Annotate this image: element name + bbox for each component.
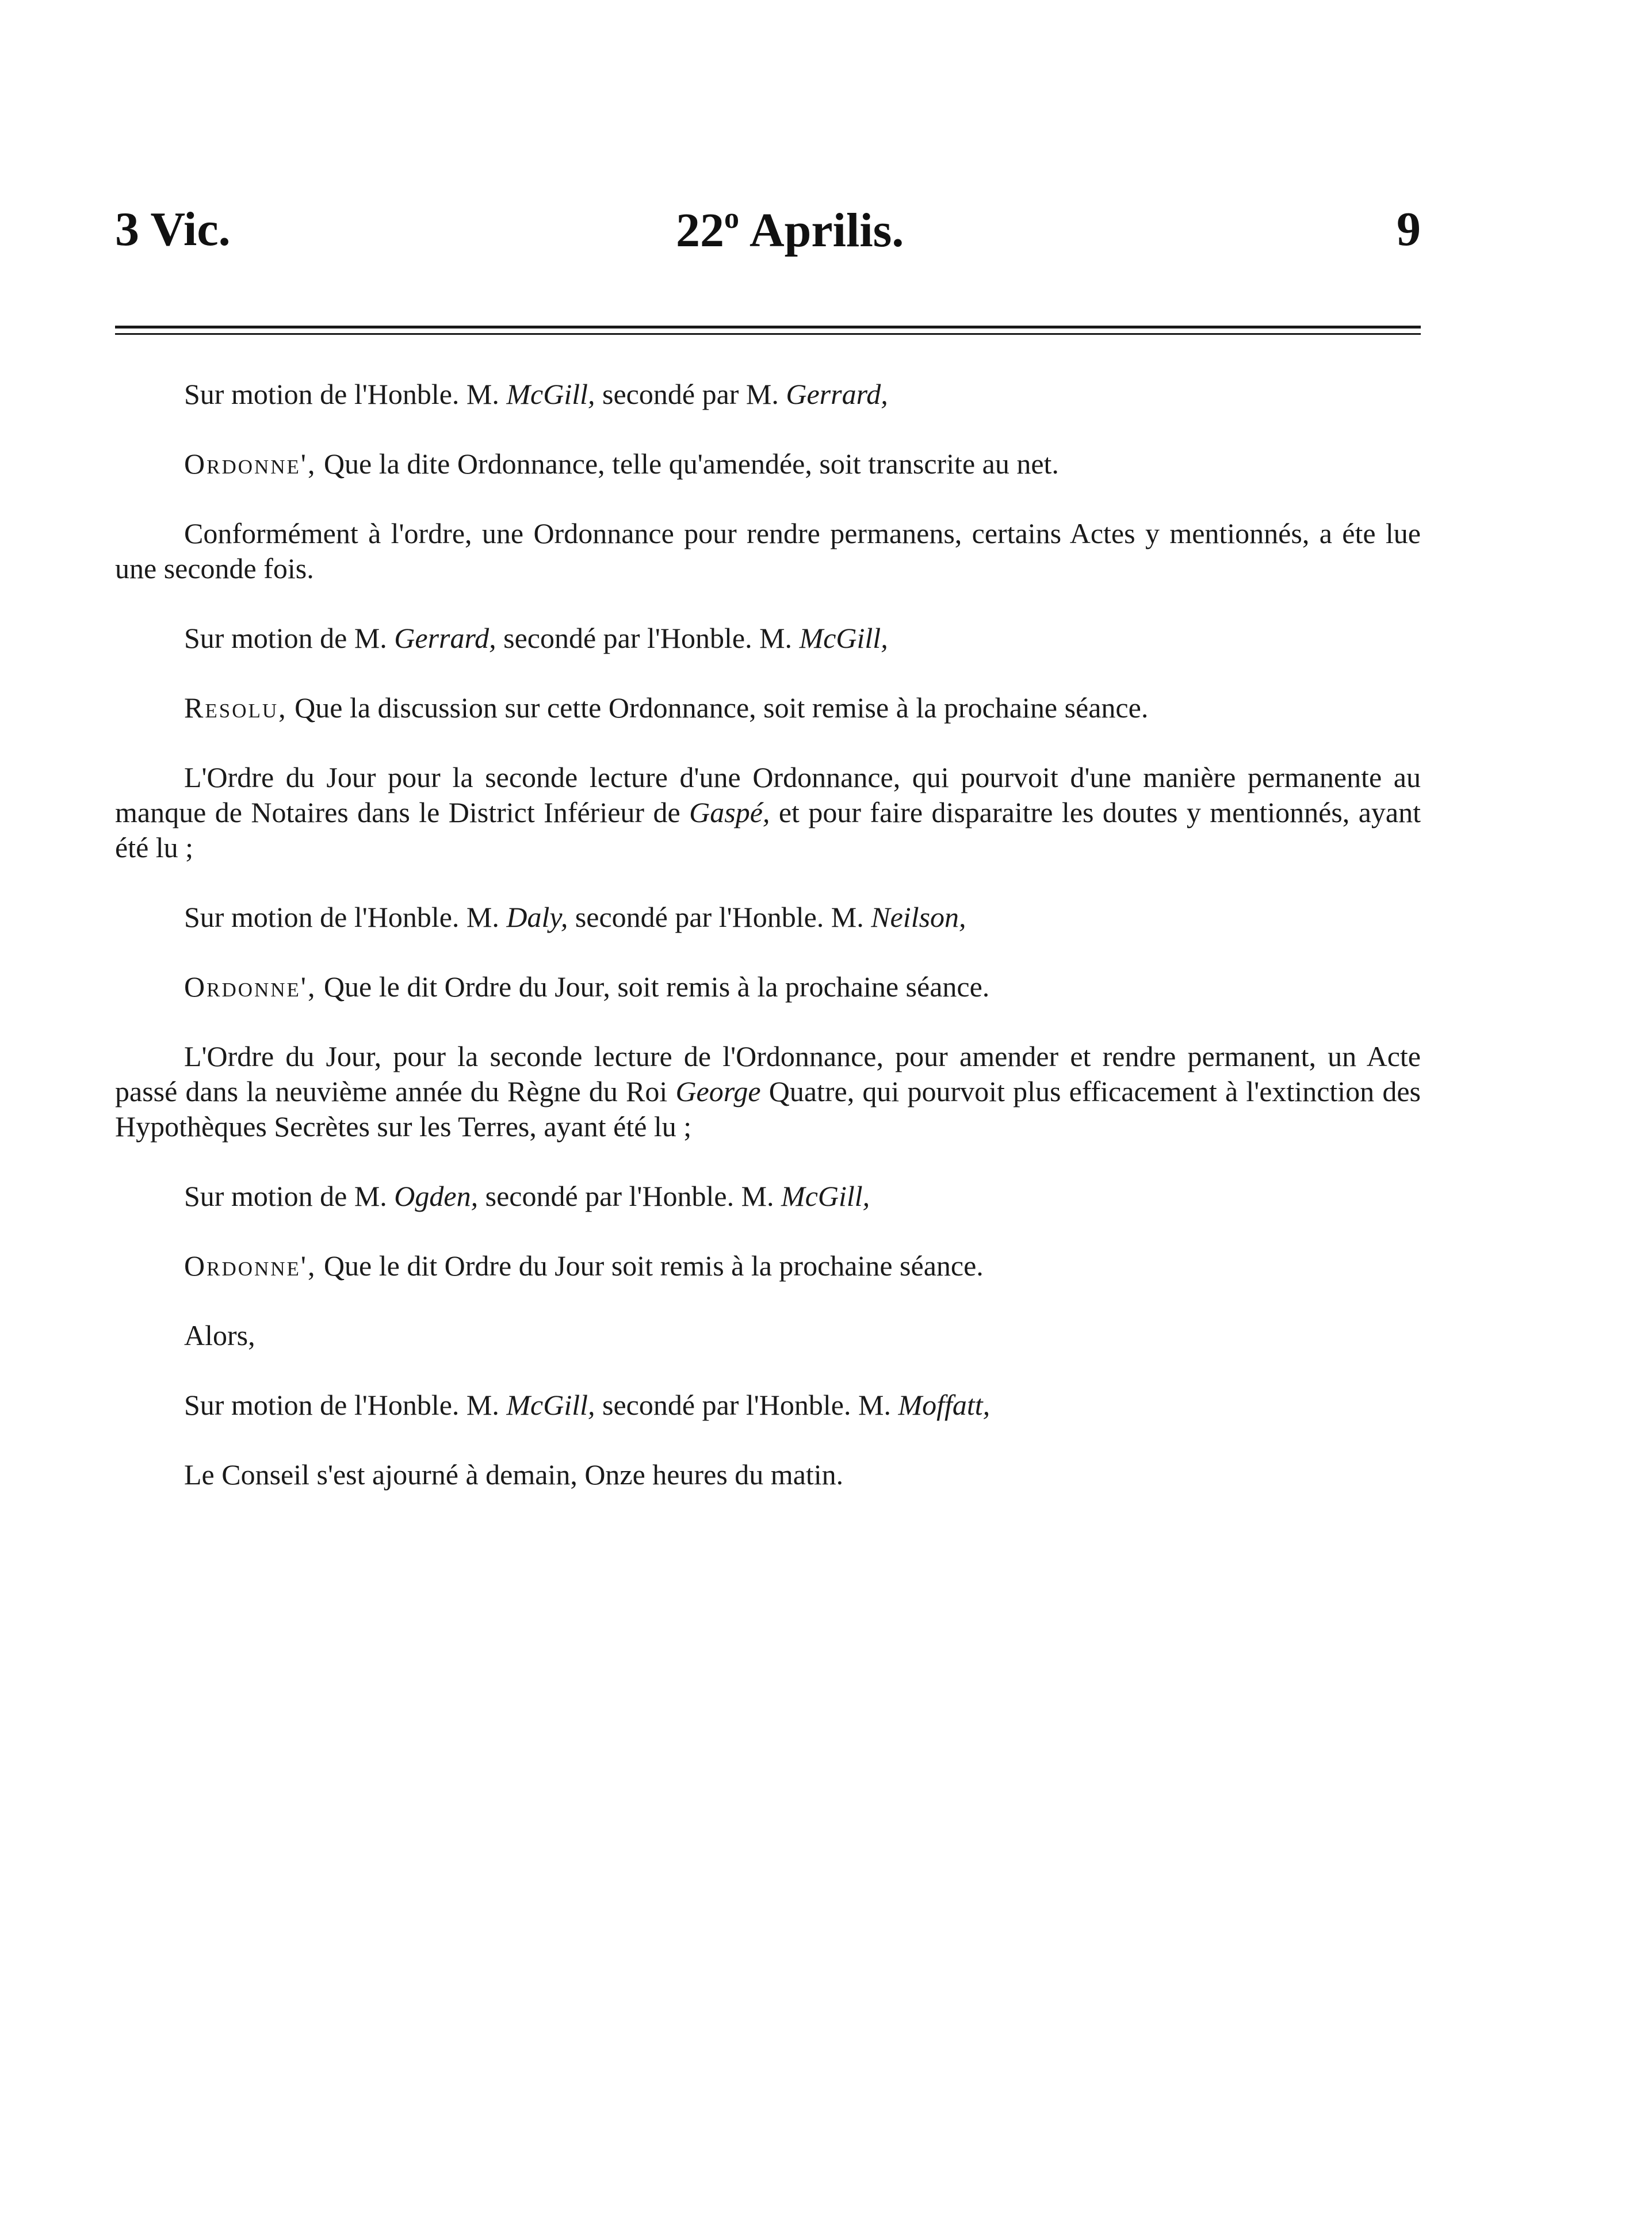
- transition-text: Alors,: [184, 1319, 255, 1351]
- motion-text: secondé par l'Honble. M.: [568, 901, 871, 933]
- order-of-day-paragraph: [115, 1039, 1421, 1144]
- seconder-name: Moffatt,: [898, 1389, 991, 1421]
- resolution-lead: Resolu,: [184, 692, 288, 724]
- mover-name: Ogden,: [394, 1180, 479, 1212]
- king-name: George: [675, 1075, 761, 1107]
- page-number: 9: [1397, 203, 1421, 256]
- order-text: Que la dite Ordonnance, telle qu'amendée, soit transcrite au net.: [316, 448, 1059, 480]
- order-lead: Ordonne',: [184, 971, 317, 1003]
- motion-paragraph: [115, 621, 1421, 656]
- motion-text: Sur motion de l'Honble. M.: [184, 1389, 507, 1421]
- order-lead: Ordonne',: [184, 448, 317, 480]
- motion-text: Sur motion de M.: [184, 1180, 395, 1212]
- seconder-name: McGill,: [781, 1180, 870, 1212]
- header-rule-thick: [115, 326, 1421, 329]
- page-date: [676, 201, 904, 258]
- resolution-paragraph: [115, 690, 1421, 725]
- order-of-day-text: L'Ordre du Jour, pour la seconde lecture de l'Ordonnance, pour amender et rendre permanent, un Acte passé dans la neuvième année du Règne du Roi: [115, 1040, 1421, 1107]
- seconder-name: Neilson,: [871, 901, 966, 933]
- reading-paragraph: [115, 516, 1421, 586]
- page-body: [115, 377, 1421, 1527]
- page-header: [115, 201, 1421, 270]
- order-text: Que le dit Ordre du Jour, soit remis à la prochaine séance.: [316, 971, 990, 1003]
- date-ordinal: o: [724, 202, 739, 235]
- seconder-name: Gerrard,: [786, 378, 888, 410]
- motion-text: Sur motion de l'Honble. M.: [184, 901, 507, 933]
- date-day: 22: [676, 204, 724, 257]
- transition-paragraph: [115, 1318, 1421, 1353]
- motion-paragraph: [115, 900, 1421, 935]
- order-of-day-text: et pour faire disparaitre les doutes y mentionnés, ayant été lu ;: [115, 796, 1421, 864]
- motion-text: secondé par M.: [595, 378, 786, 410]
- motion-paragraph: [115, 1388, 1421, 1423]
- resolution-text: Que la discussion sur cette Ordonnance, soit remise à la prochaine séance.: [287, 692, 1149, 724]
- motion-text: secondé par l'Honble. M.: [595, 1389, 898, 1421]
- motion-text: secondé par l'Honble. M.: [478, 1180, 782, 1212]
- order-paragraph: [115, 1248, 1421, 1284]
- mover-name: Gerrard,: [394, 622, 496, 654]
- order-of-day-paragraph: [115, 760, 1421, 865]
- adjournment-text: Le Conseil s'est ajourné à demain, Onze heures du matin.: [184, 1458, 844, 1491]
- date-month: Aprilis.: [749, 204, 904, 257]
- mover-name: McGill,: [506, 378, 595, 410]
- order-paragraph: [115, 446, 1421, 482]
- order-of-day-text: L'Ordre du Jour pour la seconde lecture d'une Ordonnance, qui pourvoit d'une manière permanente au manque de Notaires dans le District Inférieur de: [115, 761, 1421, 828]
- motion-paragraph: [115, 1179, 1421, 1214]
- motion-text: Sur motion de l'Honble. M.: [184, 378, 507, 410]
- order-of-day-text: Quatre, qui pourvoit plus efficacement à l'extinction des Hypothèques Secrètes sur les Terres, ayant été lu ;: [115, 1075, 1421, 1143]
- header-rule-thin: [115, 333, 1421, 335]
- motion-text: Sur motion de M.: [184, 622, 395, 654]
- mover-name: McGill,: [506, 1389, 595, 1421]
- seconder-name: McGill,: [799, 622, 888, 654]
- reading-text: Conformément à l'ordre, une Ordonnance pour rendre permanens, certains Actes y mentionnés, a éte lue une seconde fois.: [115, 517, 1421, 585]
- place-name: Gaspé,: [689, 796, 770, 828]
- motion-paragraph: [115, 377, 1421, 412]
- mover-name: Daly,: [506, 901, 568, 933]
- motion-text: secondé par l'Honble. M.: [496, 622, 800, 654]
- adjournment-paragraph: [115, 1457, 1421, 1492]
- regnal-year: 3 Vic.: [115, 203, 231, 256]
- order-text: Que le dit Ordre du Jour soit remis à la prochaine séance.: [316, 1250, 984, 1282]
- order-lead: Ordonne',: [184, 1250, 317, 1282]
- order-paragraph: [115, 969, 1421, 1004]
